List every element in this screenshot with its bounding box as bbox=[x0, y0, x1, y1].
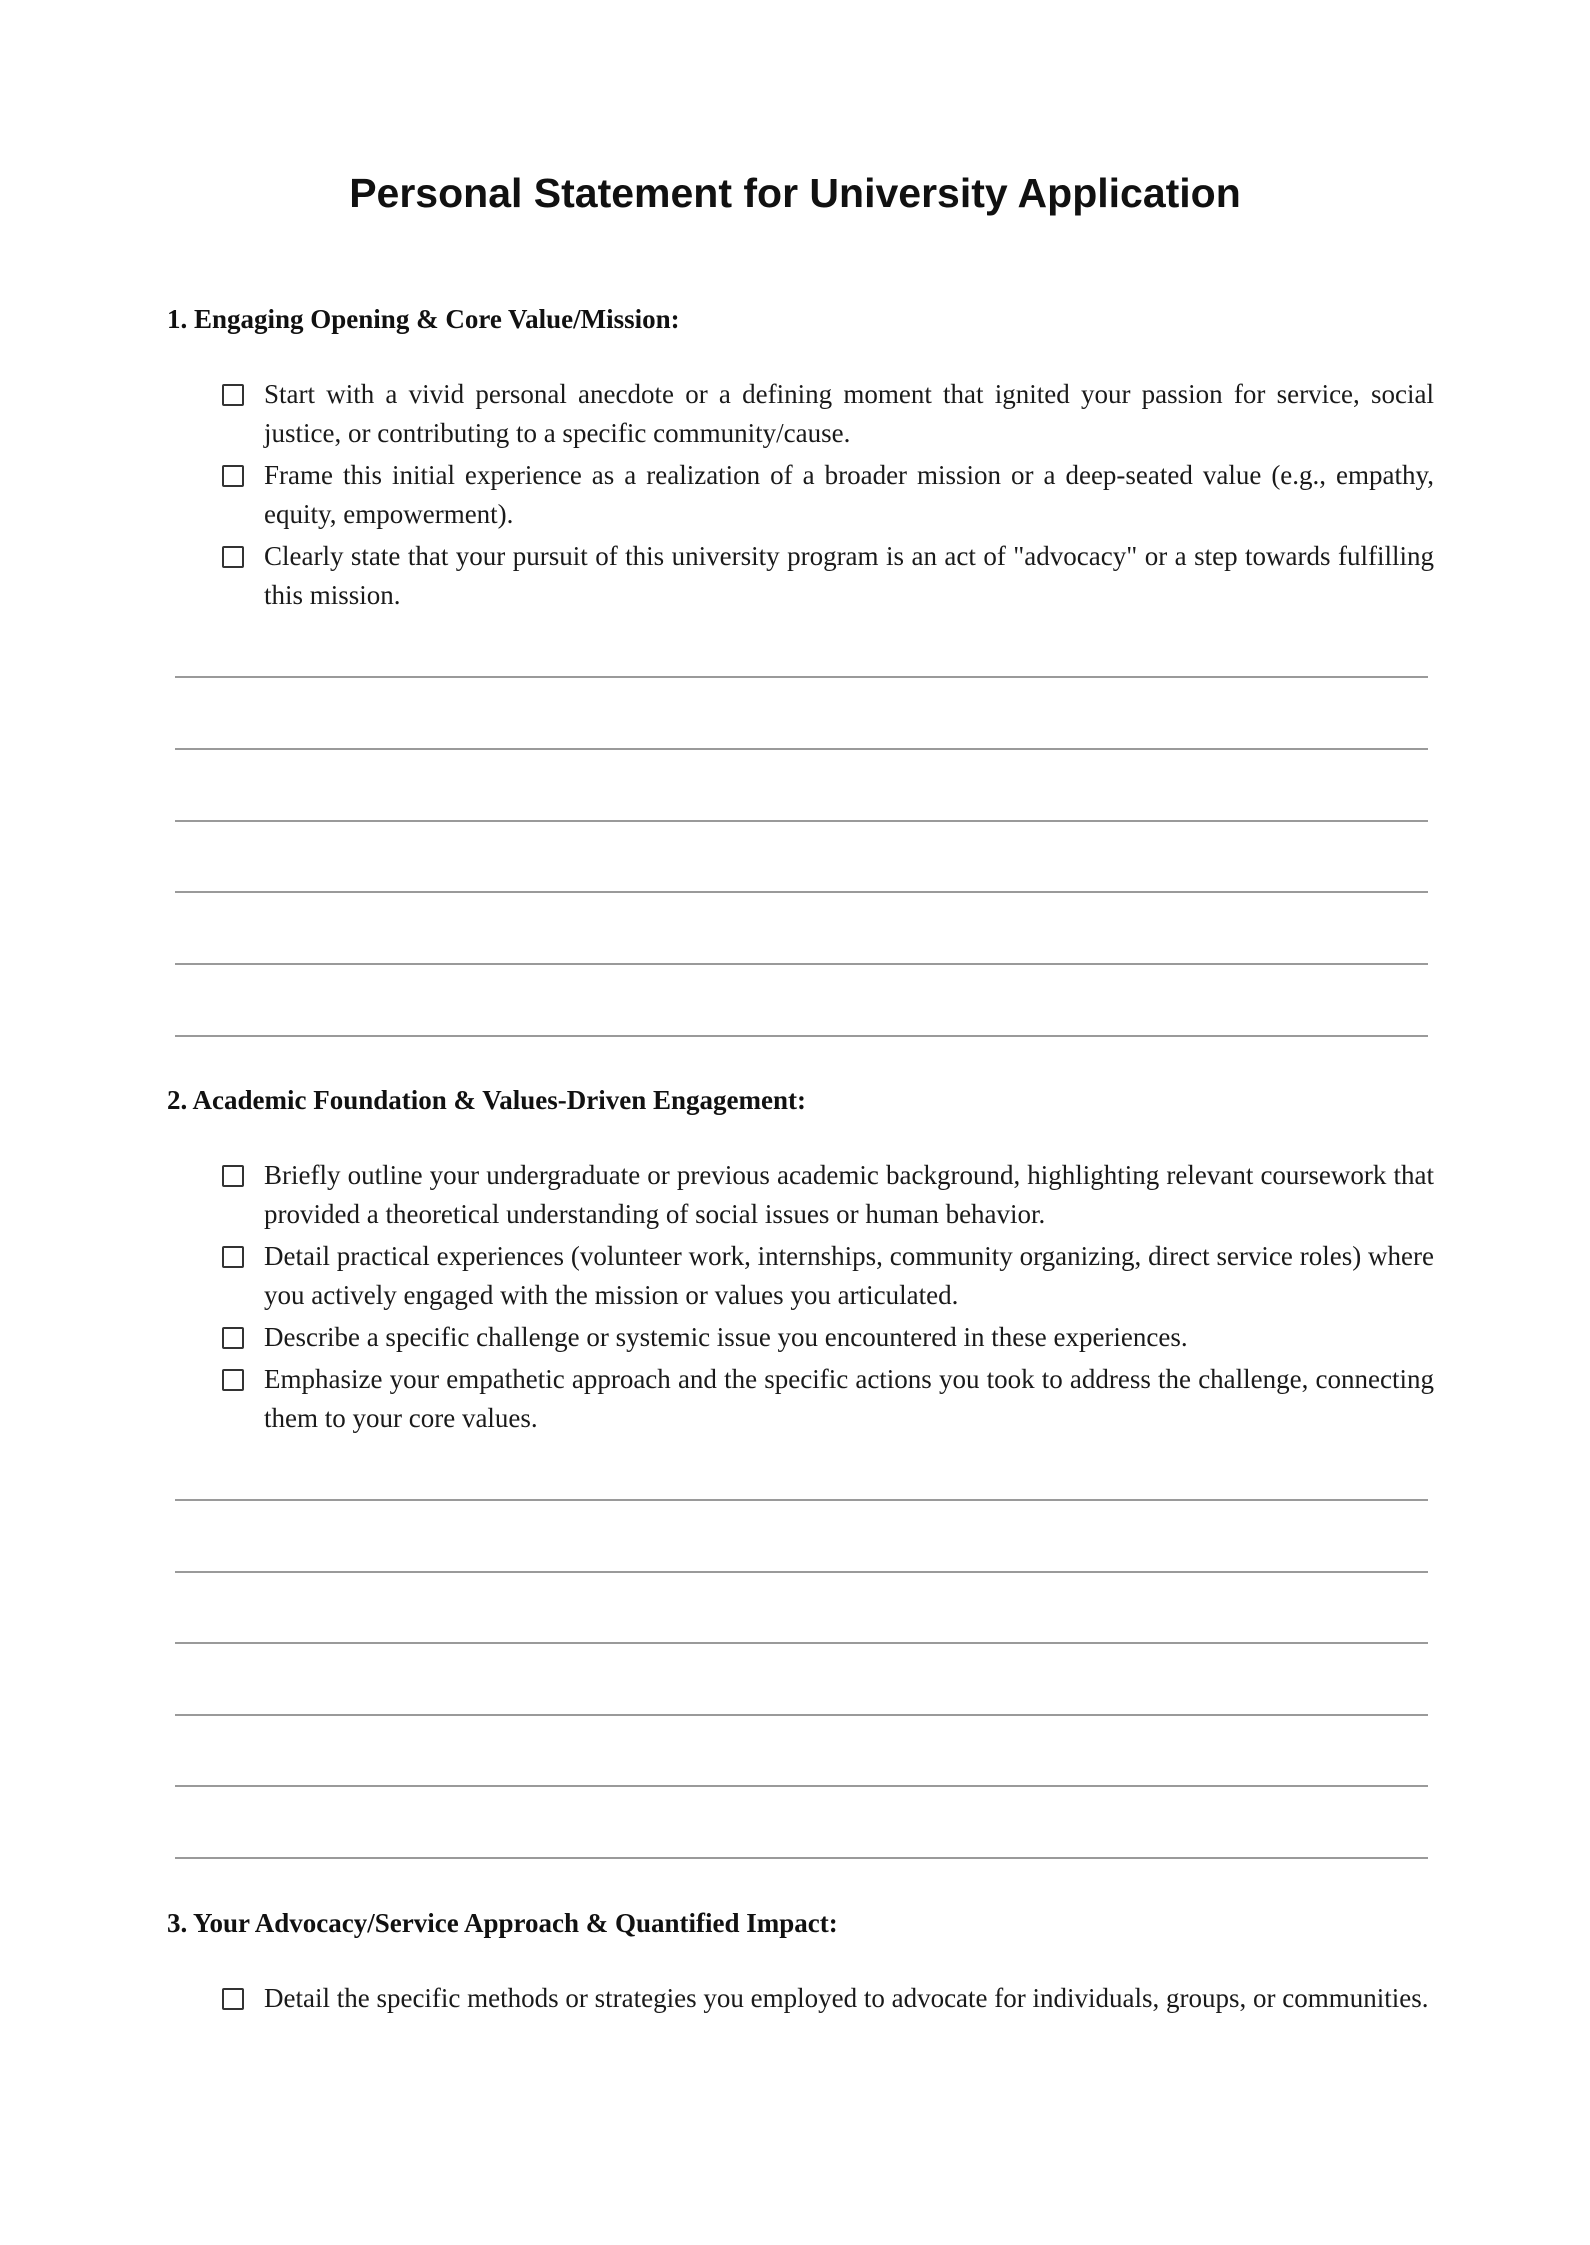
checklist-item bbox=[218, 1360, 1434, 1438]
checklist-item-text: Detail practical experiences (volunteer work, internships, community organizing, direct service roles) where you actively engaged with the mission or values you articulated. bbox=[264, 1241, 1434, 1310]
checklist-item-text: Briefly outline your undergraduate or previous academic background, highlighting relevant coursework that provided a theoretical understanding of social issues or human behavior. bbox=[264, 1160, 1434, 1229]
writing-line[interactable] bbox=[175, 1642, 1428, 1644]
checklist bbox=[218, 375, 1434, 618]
checklist-item bbox=[218, 1318, 1434, 1357]
writing-line[interactable] bbox=[175, 676, 1428, 678]
section-heading: 1. Engaging Opening & Core Value/Mission: bbox=[167, 304, 680, 334]
checklist-item-text: Frame this initial experience as a realization of a broader mission or a deep-seated value (e.g., empathy, equity, empowerment). bbox=[264, 460, 1434, 529]
checklist-item bbox=[218, 1237, 1434, 1315]
writing-line[interactable] bbox=[175, 1857, 1428, 1859]
writing-line[interactable] bbox=[175, 963, 1428, 965]
writing-line[interactable] bbox=[175, 748, 1428, 750]
checkbox[interactable] bbox=[222, 465, 244, 487]
checklist bbox=[218, 1156, 1434, 1441]
checklist-item-text: Start with a vivid personal anecdote or a defining moment that ignited your passion for service, social justice, or contributing to a specific community/cause. bbox=[264, 379, 1434, 448]
checkbox[interactable] bbox=[222, 1327, 244, 1349]
section-heading: 3. Your Advocacy/Service Approach & Quantified Impact: bbox=[167, 1908, 838, 1938]
checkbox[interactable] bbox=[222, 546, 244, 568]
writing-line[interactable] bbox=[175, 891, 1428, 893]
writing-line[interactable] bbox=[175, 1714, 1428, 1716]
checklist-item bbox=[218, 375, 1434, 453]
writing-line[interactable] bbox=[175, 1499, 1428, 1501]
checklist-item-text: Clearly state that your pursuit of this university program is an act of "advocacy" or a step towards fulfilling this mission. bbox=[264, 541, 1434, 610]
checklist-item bbox=[218, 1979, 1434, 2018]
section-heading: 2. Academic Foundation & Values-Driven Engagement: bbox=[167, 1085, 807, 1115]
writing-line[interactable] bbox=[175, 1785, 1428, 1787]
writing-line[interactable] bbox=[175, 1571, 1428, 1573]
writing-line[interactable] bbox=[175, 1035, 1428, 1037]
checklist-item bbox=[218, 456, 1434, 534]
checklist-item-text: Emphasize your empathetic approach and the specific actions you took to address the challenge, connecting them to your core values. bbox=[264, 1364, 1434, 1433]
checkbox[interactable] bbox=[222, 384, 244, 406]
checkbox[interactable] bbox=[222, 1369, 244, 1391]
checklist bbox=[218, 1979, 1434, 2021]
checkbox[interactable] bbox=[222, 1165, 244, 1187]
checkbox[interactable] bbox=[222, 1988, 244, 2010]
checklist-item-text: Detail the specific methods or strategies you employed to advocate for individuals, groups, or communities. bbox=[264, 1983, 1429, 2013]
writing-line[interactable] bbox=[175, 820, 1428, 822]
checklist-item bbox=[218, 537, 1434, 615]
checklist-item bbox=[218, 1156, 1434, 1234]
checkbox[interactable] bbox=[222, 1246, 244, 1268]
checklist-item-text: Describe a specific challenge or systemic issue you encountered in these experiences. bbox=[264, 1322, 1188, 1352]
document-title: Personal Statement for University Application bbox=[349, 170, 1241, 216]
